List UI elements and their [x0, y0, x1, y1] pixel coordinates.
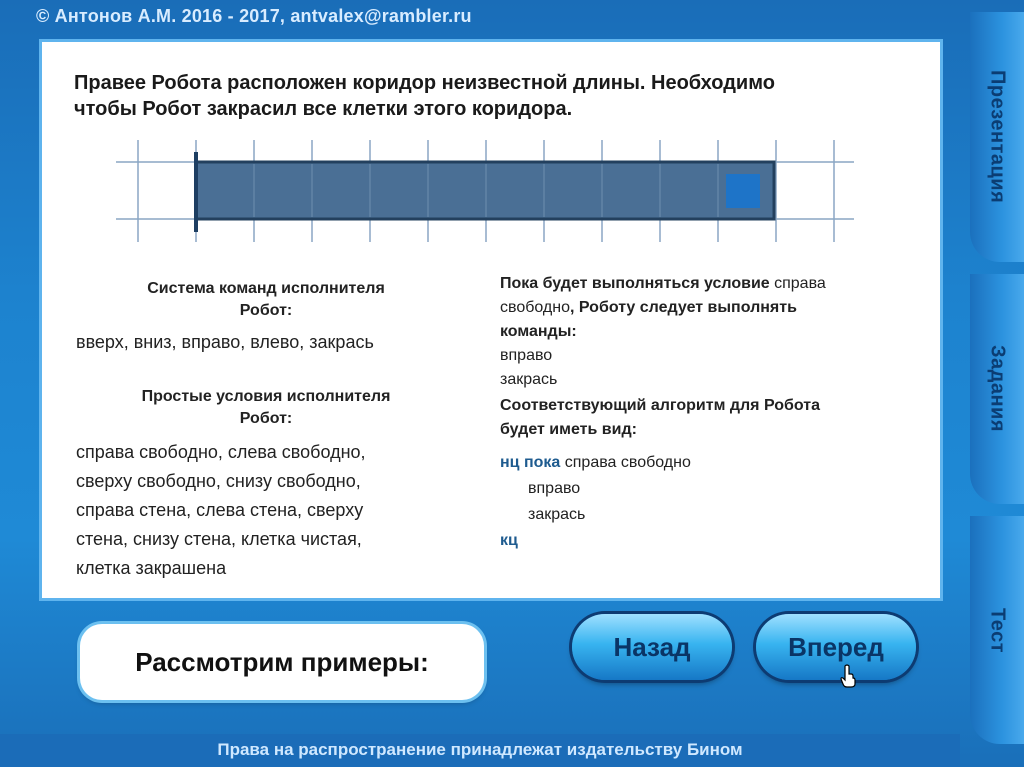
while-cond-2: свободно	[500, 299, 570, 316]
conditions-title-1: Простые условия исполнителя	[141, 388, 391, 405]
conditions-line: справа свободно, слева свободно,	[76, 442, 366, 462]
commands-title-2: Робот:	[239, 302, 293, 319]
conditions-line: стена, снизу стена, клетка чистая,	[76, 529, 362, 549]
code-nc: нц	[500, 454, 520, 471]
forward-button[interactable]: Вперед	[756, 614, 916, 680]
conditions-line: справа стена, слева стена, сверху	[76, 500, 364, 520]
robot-field	[42, 42, 940, 262]
back-button[interactable]: Назад	[572, 614, 732, 680]
algo-title-2: будет иметь вид:	[500, 421, 637, 438]
algo-title-1: Соответствующий алгоритм для Робота	[500, 397, 820, 414]
code-cmd-1: вправо	[528, 480, 581, 497]
tab-presentation-label: Презентация	[986, 70, 1009, 204]
side-tabs	[970, 12, 1024, 740]
task-line-2: чтобы Робот закрасил все клетки этого коридора.	[74, 98, 573, 120]
conditions-title-2: Робот:	[239, 410, 293, 427]
corridor	[196, 162, 774, 219]
while-cmd-2: закрась	[500, 371, 558, 388]
task-line-1: Правее Робота расположен коридор неизвестной длины. Необходимо	[74, 72, 775, 94]
tab-test[interactable]	[970, 516, 1024, 744]
conditions-line: клетка закрашена	[76, 558, 227, 578]
tab-presentation[interactable]	[970, 12, 1024, 262]
hand-cursor-icon	[840, 664, 858, 688]
conditions-line: сверху свободно, снизу свободно,	[76, 471, 361, 491]
copyright-text: © Антонов А.М. 2016 - 2017, antvalex@rambler.ru	[36, 6, 472, 26]
while-cond: справа	[769, 275, 826, 292]
while-explanation	[500, 272, 920, 442]
code-kc: кц	[500, 532, 518, 549]
footer-rights: Права на распространение принадлежат издательству Бином	[217, 740, 743, 759]
code-cmd-2: закрась	[528, 506, 586, 523]
robot	[726, 174, 760, 208]
while-rest-2: команды:	[500, 323, 577, 340]
algorithm-code	[500, 450, 920, 554]
conditions-section	[76, 386, 456, 583]
while-cmd-1: вправо	[500, 347, 553, 364]
content-panel	[42, 42, 940, 598]
code-while: пока	[523, 454, 561, 471]
examples-prompt: Рассмотрим примеры:	[80, 624, 484, 700]
commands-section	[76, 278, 456, 357]
commands-list: вверх, вниз, вправо, влево, закрась	[76, 332, 374, 352]
while-bold: Пока будет выполняться условие	[500, 275, 770, 292]
tab-test-label: Тест	[986, 607, 1009, 653]
while-rest: , Роботу следует выполнять	[570, 299, 797, 316]
code-cond: справа свободно	[564, 454, 691, 471]
tab-tasks[interactable]	[970, 274, 1024, 504]
commands-title-1: Система команд исполнителя	[147, 280, 385, 297]
tab-tasks-label: Задания	[986, 345, 1009, 433]
